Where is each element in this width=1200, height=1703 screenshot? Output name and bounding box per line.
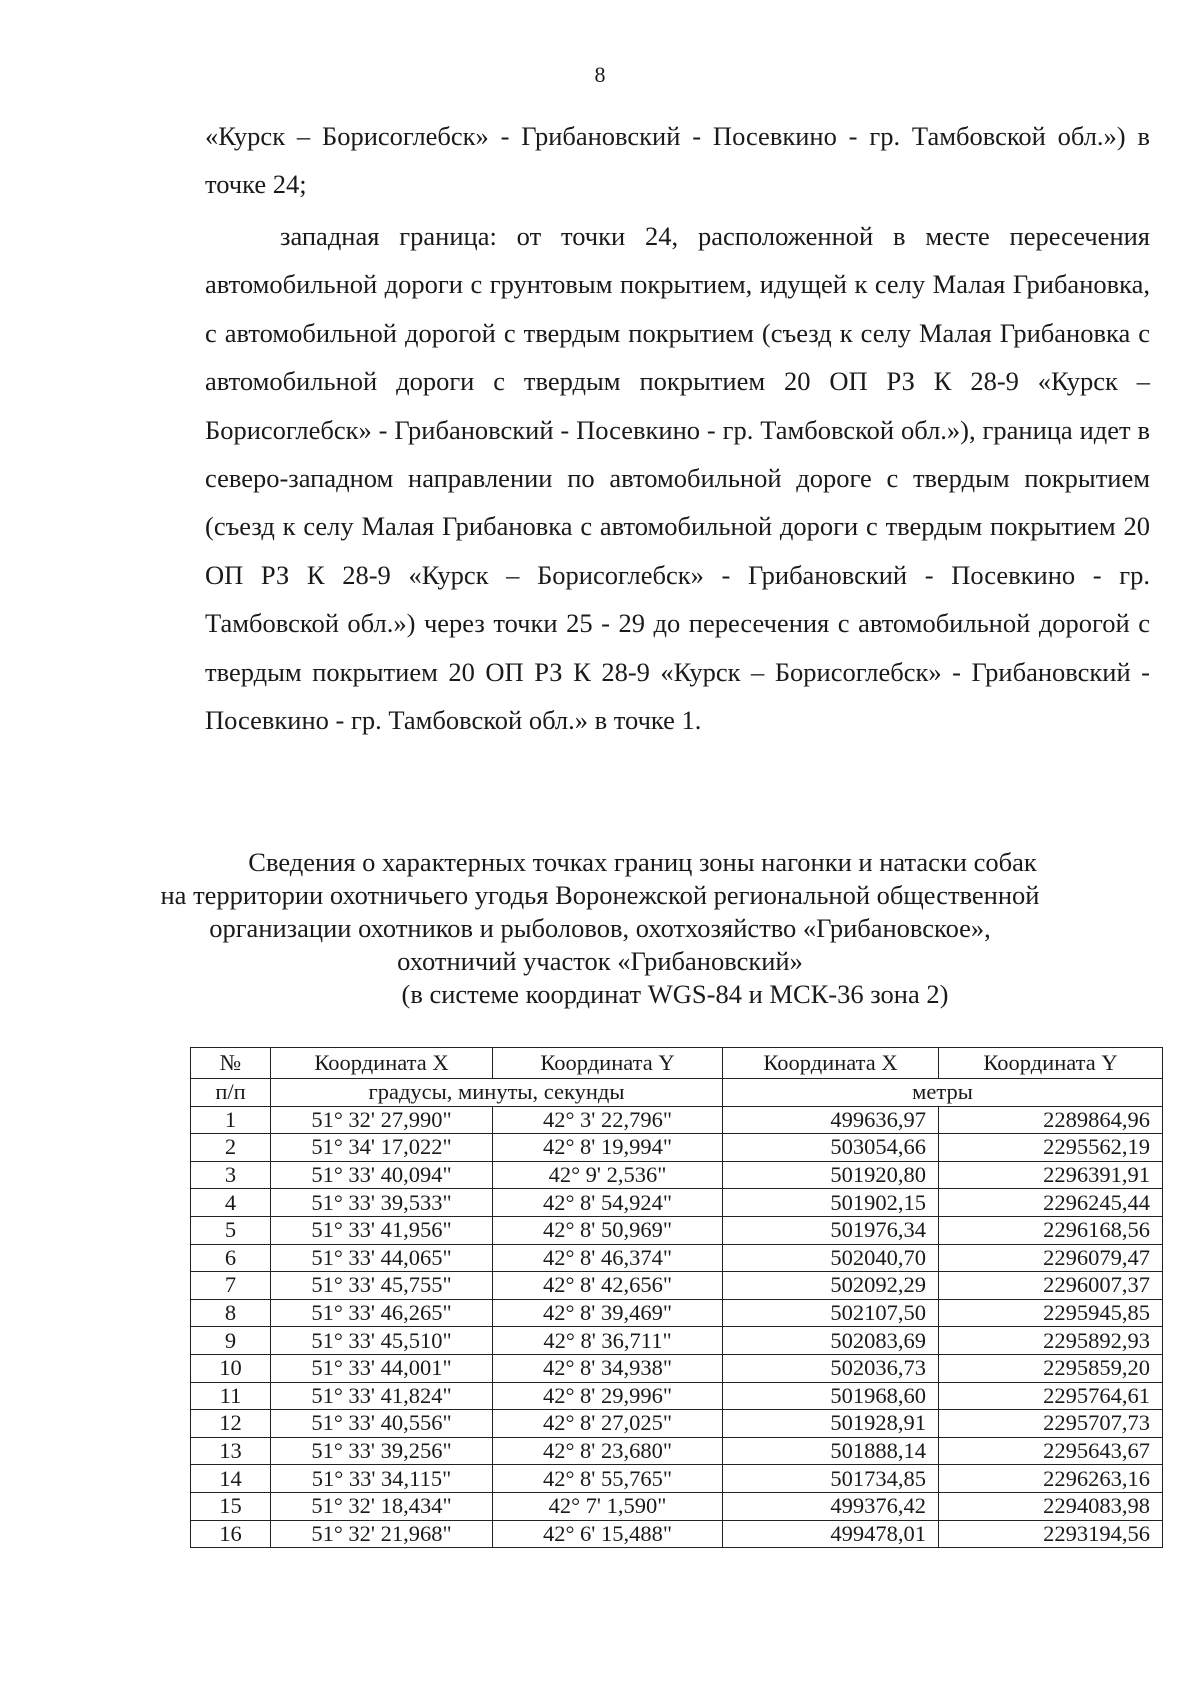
- cell-number: 11: [191, 1382, 271, 1410]
- header-x-degrees: Координата X: [271, 1048, 493, 1079]
- cell-y-degrees: 42° 8' 50,969": [493, 1216, 723, 1244]
- cell-y-meters: 2295707,73: [939, 1410, 1163, 1438]
- table-row: [191, 1410, 1163, 1438]
- table-row: [191, 1299, 1163, 1327]
- cell-y-meters: 2294083,98: [939, 1492, 1163, 1520]
- cell-y-meters: 2295945,85: [939, 1299, 1163, 1327]
- title-line: охотничий участок «Грибановский»: [397, 946, 803, 976]
- table-row: [191, 1106, 1163, 1134]
- cell-y-degrees: 42° 7' 1,590": [493, 1492, 723, 1520]
- table-row: [191, 1134, 1163, 1162]
- cell-x-degrees: 51° 33' 45,755": [271, 1272, 493, 1300]
- cell-number: 10: [191, 1354, 271, 1382]
- title-line: организации охотников и рыболовов, охотхозяйство «Грибановское»,: [209, 913, 991, 943]
- cell-y-meters: 2296168,56: [939, 1216, 1163, 1244]
- cell-y-degrees: 42° 8' 46,374": [493, 1244, 723, 1272]
- cell-y-meters: 2296007,37: [939, 1272, 1163, 1300]
- paragraph-western-boundary: западная граница: от точки 24, расположенной в месте пересечения автомобильной дороги с грунтовым покрытием, идущей к селу Малая Грибановка, с автомобильной дорогой с твердым покрытием (съезд к селу Малая Грибановка с автомобильной дороги с твердым покрытием 20 ОП РЗ К 28-9 «Курск – Борисоглебск» - Грибановский - Посевкино - гр. Тамбовской обл.»), граница идет в северо-западном направлении по автомобильной дороге с твердым покрытием (съезд к селу Малая Грибановка с автомобильной дороги с твердым покрытием 20 ОП РЗ К 28-9 «Курск – Борисоглебск» - Грибановский - Посевкино - гр. Тамбовской обл.») через точки 25 - 29 до пересечения с автомобильной дорогой с твердым покрытием 20 ОП РЗ К 28-9 «Курск – Борисоглебск» - Грибановский - Посевкино - гр. Тамбовской обл.» в точке 1.: [205, 221, 1150, 736]
- cell-number: 13: [191, 1437, 271, 1465]
- table-row: [191, 1354, 1163, 1382]
- cell-x-degrees: 51° 33' 40,556": [271, 1410, 493, 1438]
- cell-number: 8: [191, 1299, 271, 1327]
- header-number: №: [191, 1048, 271, 1079]
- table-row: [191, 1437, 1163, 1465]
- cell-y-meters: 2295859,20: [939, 1354, 1163, 1382]
- cell-y-degrees: 42° 6' 15,488": [493, 1520, 723, 1548]
- cell-x-meters: 499636,97: [723, 1106, 939, 1134]
- cell-y-degrees: 42° 9' 2,536": [493, 1161, 723, 1189]
- cell-y-meters: 2293194,56: [939, 1520, 1163, 1548]
- cell-x-degrees: 51° 34' 17,022": [271, 1134, 493, 1162]
- cell-y-meters: 2296263,16: [939, 1465, 1163, 1493]
- cell-y-degrees: 42° 8' 55,765": [493, 1465, 723, 1493]
- table-row: [191, 1189, 1163, 1217]
- header-y-degrees: Координата Y: [493, 1048, 723, 1079]
- cell-y-degrees: 42° 8' 54,924": [493, 1189, 723, 1217]
- cell-number: 14: [191, 1465, 271, 1493]
- cell-x-meters: 501902,15: [723, 1189, 939, 1217]
- cell-x-degrees: 51° 33' 34,115": [271, 1465, 493, 1493]
- table-row: [191, 1327, 1163, 1355]
- table-row: [191, 1244, 1163, 1272]
- cell-number: 9: [191, 1327, 271, 1355]
- coordinates-table: [190, 1047, 1163, 1548]
- cell-y-meters: 2295892,93: [939, 1327, 1163, 1355]
- cell-y-meters: 2289864,96: [939, 1106, 1163, 1134]
- cell-y-degrees: 42° 8' 19,994": [493, 1134, 723, 1162]
- cell-y-degrees: 42° 8' 42,656": [493, 1272, 723, 1300]
- cell-y-degrees: 42° 3' 22,796": [493, 1106, 723, 1134]
- cell-x-degrees: 51° 33' 41,824": [271, 1382, 493, 1410]
- cell-y-meters: 2296391,91: [939, 1161, 1163, 1189]
- table-row: [191, 1216, 1163, 1244]
- cell-number: 2: [191, 1134, 271, 1162]
- header-number-sub: п/п: [191, 1079, 271, 1107]
- cell-x-meters: 501920,80: [723, 1161, 939, 1189]
- table-unit-row: [191, 1079, 1163, 1107]
- cell-y-degrees: 42° 8' 36,711": [493, 1327, 723, 1355]
- cell-x-degrees: 51° 33' 39,256": [271, 1437, 493, 1465]
- cell-x-meters: 502083,69: [723, 1327, 939, 1355]
- header-y-meters: Координата Y: [939, 1048, 1163, 1079]
- cell-x-meters: 501968,60: [723, 1382, 939, 1410]
- cell-x-degrees: 51° 32' 27,990": [271, 1106, 493, 1134]
- cell-number: 5: [191, 1216, 271, 1244]
- paragraph-continuation: «Курск – Борисоглебск» - Грибановский - Посевкино - гр. Тамбовской обл.») в точке 24;: [205, 121, 1150, 200]
- cell-y-degrees: 42° 8' 34,938": [493, 1354, 723, 1382]
- cell-x-degrees: 51° 33' 40,094": [271, 1161, 493, 1189]
- cell-number: 12: [191, 1410, 271, 1438]
- cell-x-degrees: 51° 33' 44,001": [271, 1354, 493, 1382]
- title-line: Сведения о характерных точках границ зоны нагонки и натаски собак: [248, 847, 1037, 877]
- cell-x-degrees: 51° 33' 39,533": [271, 1189, 493, 1217]
- table-header-row: [191, 1048, 1163, 1079]
- cell-x-meters: 499376,42: [723, 1492, 939, 1520]
- cell-y-meters: 2295562,19: [939, 1134, 1163, 1162]
- table-row: [191, 1492, 1163, 1520]
- header-x-meters: Координата X: [723, 1048, 939, 1079]
- cell-y-degrees: 42° 8' 27,025": [493, 1410, 723, 1438]
- cell-y-degrees: 42° 8' 39,469": [493, 1299, 723, 1327]
- table-row: [191, 1161, 1163, 1189]
- cell-number: 16: [191, 1520, 271, 1548]
- cell-x-degrees: 51° 33' 46,265": [271, 1299, 493, 1327]
- cell-x-degrees: 51° 33' 44,065": [271, 1244, 493, 1272]
- cell-y-meters: 2295643,67: [939, 1437, 1163, 1465]
- cell-x-meters: 501734,85: [723, 1465, 939, 1493]
- cell-number: 15: [191, 1492, 271, 1520]
- cell-x-meters: 503054,66: [723, 1134, 939, 1162]
- cell-x-degrees: 51° 32' 18,434": [271, 1492, 493, 1520]
- cell-number: 7: [191, 1272, 271, 1300]
- table-title: [0, 846, 1200, 1011]
- cell-x-meters: 501888,14: [723, 1437, 939, 1465]
- cell-x-meters: 502092,29: [723, 1272, 939, 1300]
- cell-x-meters: 501976,34: [723, 1216, 939, 1244]
- cell-x-meters: 499478,01: [723, 1520, 939, 1548]
- cell-number: 4: [191, 1189, 271, 1217]
- cell-y-degrees: 42° 8' 23,680": [493, 1437, 723, 1465]
- page-number: 8: [594, 62, 606, 87]
- cell-y-meters: 2296245,44: [939, 1189, 1163, 1217]
- unit-degrees: градусы, минуты, секунды: [271, 1079, 723, 1107]
- cell-x-degrees: 51° 33' 45,510": [271, 1327, 493, 1355]
- table-row: [191, 1382, 1163, 1410]
- unit-meters: метры: [723, 1079, 1163, 1107]
- cell-y-degrees: 42° 8' 29,996": [493, 1382, 723, 1410]
- cell-x-degrees: 51° 32' 21,968": [271, 1520, 493, 1548]
- cell-x-meters: 502040,70: [723, 1244, 939, 1272]
- title-line: (в системе координат WGS-84 и МСК-36 зона 2): [401, 979, 949, 1009]
- cell-number: 6: [191, 1244, 271, 1272]
- cell-y-meters: 2296079,47: [939, 1244, 1163, 1272]
- cell-number: 3: [191, 1161, 271, 1189]
- cell-x-meters: 502036,73: [723, 1354, 939, 1382]
- cell-x-meters: 501928,91: [723, 1410, 939, 1438]
- title-line: на территории охотничьего угодья Воронежской региональной общественной: [160, 880, 1040, 910]
- cell-x-degrees: 51° 33' 41,956": [271, 1216, 493, 1244]
- cell-number: 1: [191, 1106, 271, 1134]
- cell-y-meters: 2295764,61: [939, 1382, 1163, 1410]
- cell-x-meters: 502107,50: [723, 1299, 939, 1327]
- table-row: [191, 1272, 1163, 1300]
- table-row: [191, 1520, 1163, 1548]
- table-row: [191, 1465, 1163, 1493]
